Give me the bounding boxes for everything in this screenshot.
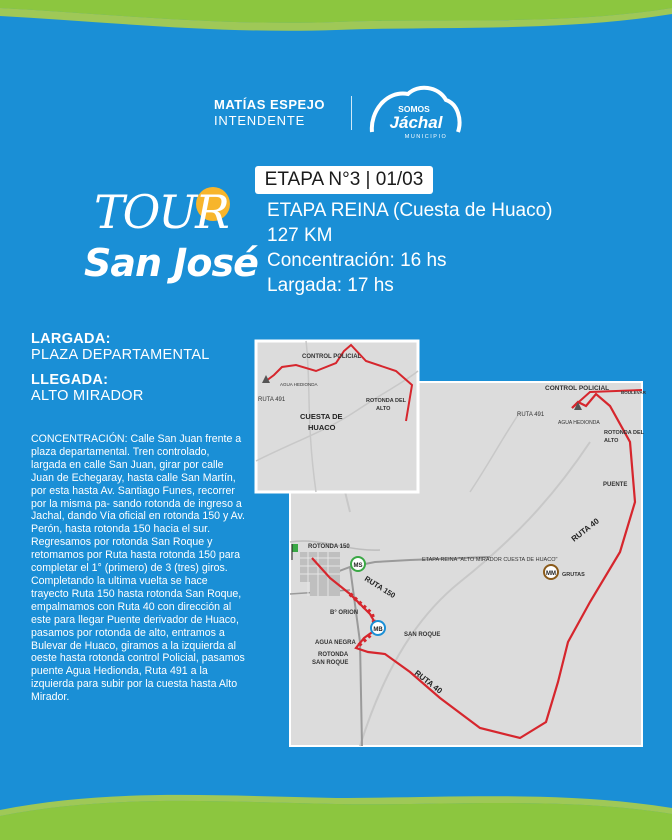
inset-cuesta-2: HUACO [308,423,336,432]
stage-badge: ETAPA N°3 | 01/03 [255,166,433,194]
map-ruta-40-a: RUTA 40 [569,516,601,544]
svg-text:MS: MS [353,563,363,569]
somos-jachal-logo [366,82,466,140]
top-wave-decoration [0,0,672,40]
map-ruta-491: RUTA 491 [517,412,545,418]
logo-municipio-text: MUNICIPIO [404,134,448,140]
map-rotonda-150: ROTONDA 150 [308,544,350,550]
map-rotonda-sr-1: ROTONDA [318,652,349,658]
mayor-name: MATÍAS ESPEJO [214,97,326,112]
header-divider [351,96,352,130]
finish-label: LLEGADA: [31,372,109,388]
map-grutas: GRUTAS [562,572,585,578]
mayor-title: INTENDENTE [214,113,306,128]
inset-cuesta-1: CUESTA DE [300,412,343,421]
map-rotonda-alto-1: ROTONDA DEL [604,430,645,436]
inset-ruta-491: RUTA 491 [258,397,286,403]
marker-mm-icon [544,565,558,579]
stage-concentration: Concentración: 16 hs [267,250,447,271]
map-ruta-150: RUTA 150 [362,574,398,601]
map-agua-hedionda: AGUA HEDIONDA [558,420,600,426]
map-control-policial: CONTROL POLICIAL [545,385,610,392]
marker-ms-icon [351,557,365,571]
map-rotonda-alto-2: ALTO [604,438,619,444]
logo-somos-text: SOMOS [398,104,430,114]
map-b-orion: B° ORION [330,610,359,616]
tour-text: TOUR [94,185,228,239]
map-ruta-40-b: RUTA 40 [412,668,444,696]
san-jose-text: San José [84,241,258,285]
stage-start-time: Largada: 17 hs [267,275,394,296]
svg-text:MB: MB [373,627,383,633]
map-rotonda-sr-2: SAN ROQUE [312,660,349,666]
inset-rotonda-alto-1: ROTONDA DEL [366,398,407,404]
inset-control-policial: CONTROL POLICIAL [302,354,362,360]
marker-mb-icon [371,621,385,635]
map-san-roque: SAN ROQUE [404,632,441,638]
stage-name: ETAPA REINA (Cuesta de Huaco) [267,200,553,221]
logo-jachal-text: Jáchal [389,113,443,132]
start-place: PLAZA DEPARTAMENTAL [31,347,210,363]
start-label: LARGADA: [31,331,111,347]
map-etapa-label: ETAPA REINA "ALTO MIRADOR CUESTA DE HUACO" [422,557,558,563]
finish-place: ALTO MIRADOR [31,388,144,404]
inset-agua-hedionda: AGUA HEDIONDA [280,382,318,387]
map-agua-negra: AGUA NEGRA [315,640,356,646]
svg-text:MM: MM [546,571,556,577]
tour-san-jose-logo [82,168,258,286]
stage-distance: 127 KM [267,225,333,246]
map-boulevar: BOULEVAR [621,390,646,395]
map-puente: PUENTE [603,482,628,488]
inset-route-map [256,341,418,492]
inset-rotonda-alto-2: ALTO [376,406,391,412]
bottom-wave-decoration [0,788,672,840]
route-description: CONCENTRACIÓN: Calle San Juan frente a plaza departamental. Tren controlado, largada en calle San Juan, girar por calle Juan de Echegaray, hasta calle San Martín, por esta hasta Av. Santiago Funes, recorrer por la misma pa- sando rotonda de ingreso a Jachal, dando Vía oficial en rotonda 150 y Av. Perón, hasta rotonda 150 hacia el sur. Regresamos por rotonda San Roque y retomamos por Ruta hasta rotonda 150 para completar el 1° (primero) de 3 (tres) giros. Completando la ultima vuelta se hace trayecto Ruta 150 hasta rotonda San Roque, empalmamos con Ruta 40 con dirección al este para llegar Puente derivador de Huaco, pasamos por rotonda de alto, entramos a Bulevar de Huaco, giramos a la izquierda al oeste hasta rotonda control Policial, pasamos puente Agua Hedionda, Ruta 491 a la izquierda para subir por la cuesta hasta Alto Mirador. [31,433,245,704]
